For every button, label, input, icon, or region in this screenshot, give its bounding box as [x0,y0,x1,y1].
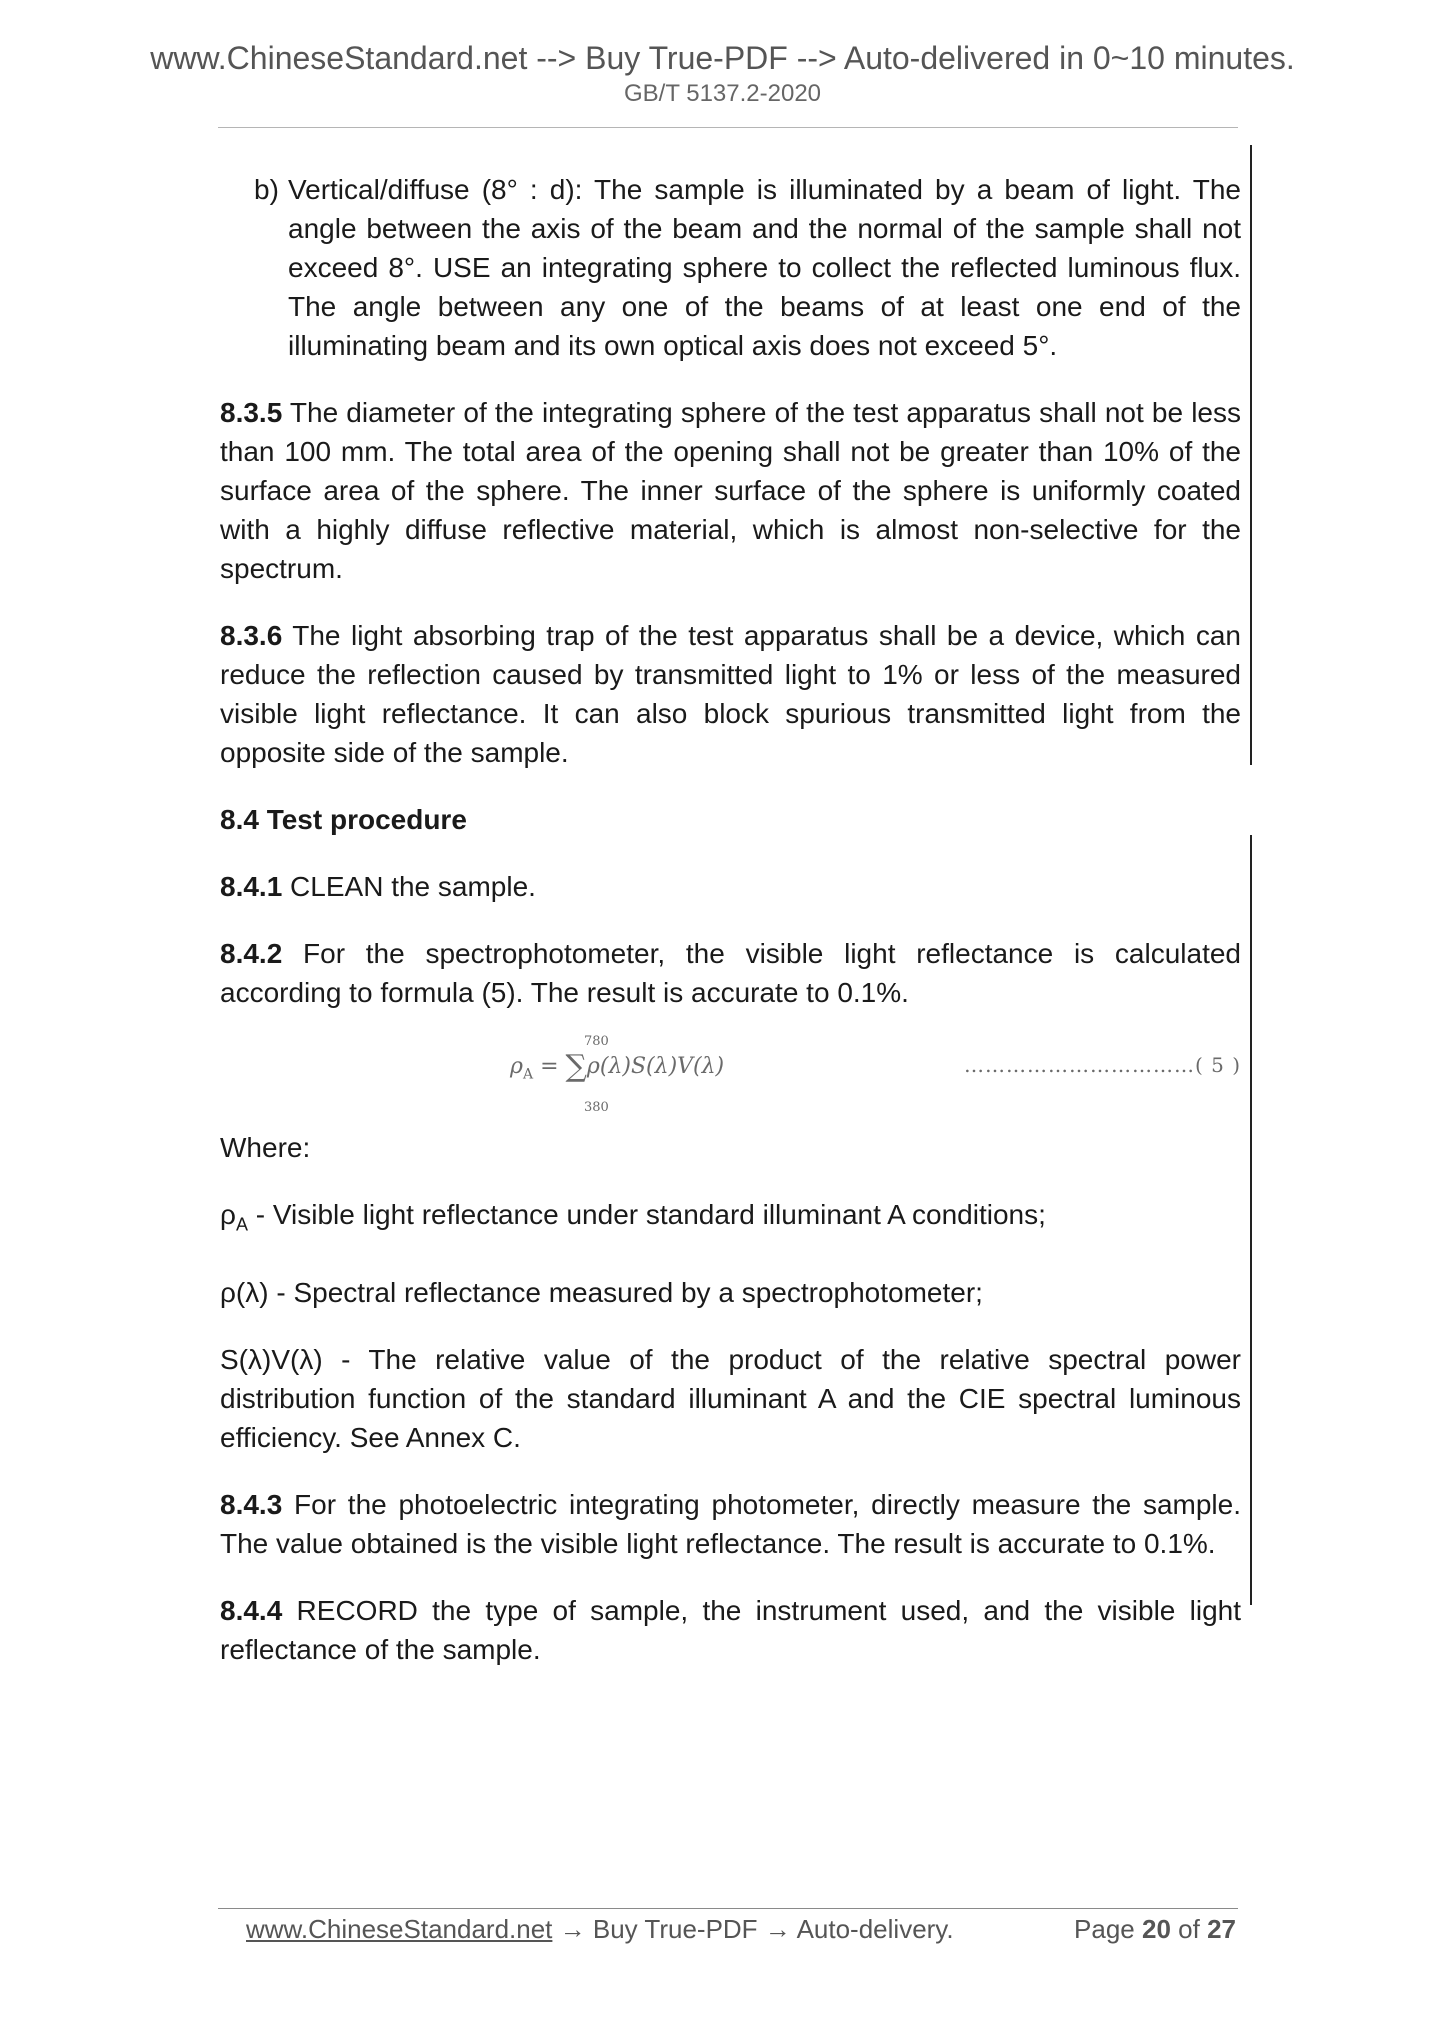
clause-number: 8.4.4 [220,1594,283,1626]
footer-divider [218,1908,1238,1909]
clause-number: 8.4.2 [220,938,283,969]
clause-8-4-1 [220,867,1241,906]
formula-lhs: ρ [510,1054,523,1079]
clause-text: CLEAN the sample. [282,871,536,902]
document-body [220,170,1241,1697]
clause-8-3-5 [220,393,1241,588]
definition-symbol: ρ [220,1199,236,1230]
definition-rho-lambda: ρ(λ) - Spectral reflectance measured by a spectrophotometer; [220,1276,983,1308]
definition-s-v-lambda: S(λ)V(λ) - The relative value of the product of the relative spectral power distribution function of the standard illuminant A and the CIE spectral luminous efficiency. See Annex C. [220,1343,1241,1453]
clause-number: 8.4.1 [220,871,283,902]
clause-text: For the spectrophotometer, the visible light reflectance is calculated according to formula (5). The result is accurate to 0.1%. [220,938,1241,1008]
header-title: www.ChineseStandard.net --> Buy True-PDF --> Auto-delivered in 0~10 minutes. [150,40,1295,76]
change-bar-lower [1250,835,1252,1605]
clause-text: RECORD the type of sample, the instrument used, and the visible light reflectance of the sample. [220,1594,1241,1665]
formula-number: ……………………………( 5 ) [963,1053,1241,1077]
clause-number: 8.3.5 [220,397,283,428]
clause-text: The light absorbing trap of the test apparatus shall be a device, which can reduce the reflection caused by transmitted light to 1% or less of the measured visible light reflectance. It can also block spurious transmitted light from the opposite side of the sample. [220,620,1241,768]
page-footer [246,1912,1236,1952]
change-bar-upper [1250,145,1252,765]
clause-8-4-4 [220,1591,1241,1669]
definition-rho-a [220,1195,1241,1245]
definition-subscript: A [235,1214,248,1235]
list-item-text: Vertical/diffuse (8° : d): The sample is illuminated by a beam of light. The angle between the axis of the beam and the normal of the sample shall not exceed 8°. USE an integrating sphere to collect the reflected luminous flux. The angle between any one of the beams of at least one end of the illuminating beam and its own optical axis does not exceed 5°. [288,174,1241,361]
clause-text: The diameter of the integrating sphere of the test apparatus shall not be less than 100 mm. The total area of the opening shall not be greater than 10% of the surface area of the sphere. The inner surface of the sphere is uniformly coated with a highly diffuse reflective material, which is almost non-selective for the spectrum. [220,397,1241,584]
definition-text: - Visible light reflectance under standard illuminant A conditions; [247,1199,1046,1230]
sigma-symbol: ∑ [565,1049,587,1084]
formula-5 [220,1022,1241,1115]
formula-body: ρ(λ)S(λ)V(λ) [586,1054,725,1079]
formula-lhs-subscript: A [522,1066,534,1083]
clause-8-3-6 [220,616,1241,772]
page-indicator [1074,1912,1236,1946]
page-number: 20 [1142,1914,1171,1944]
standard-number: GB/T 5137.2-2020 [623,80,822,107]
clause-8-4-3 [220,1485,1241,1563]
list-item-label: b) [254,174,279,205]
page-word: Page [1074,1914,1135,1944]
where-label: Where: [220,1132,311,1163]
header-divider [218,127,1238,128]
formula-equals: = [540,1054,559,1079]
clause-8-4-2 [220,934,1241,1012]
clause-text: For the photoelectric integrating photometer, directly measure the sample. The value obtained is the visible light reflectance. The result is accurate to 0.1%. [220,1488,1241,1559]
of-word: of [1178,1914,1200,1944]
sum-upper-limit: 780 [584,1034,609,1049]
formula-expression [510,1044,724,1094]
clause-number: 8.3.6 [220,620,283,651]
page-total: 27 [1207,1914,1236,1944]
footer-tagline: → Buy True-PDF → Auto-delivery. [552,1914,954,1944]
list-item-b [220,170,1241,365]
sum-lower-limit: 380 [584,1100,609,1115]
footer-website-link[interactable]: www.ChineseStandard.net [246,1914,553,1944]
clause-number: 8.4.3 [220,1488,283,1520]
section-heading: 8.4 Test procedure [220,804,467,835]
